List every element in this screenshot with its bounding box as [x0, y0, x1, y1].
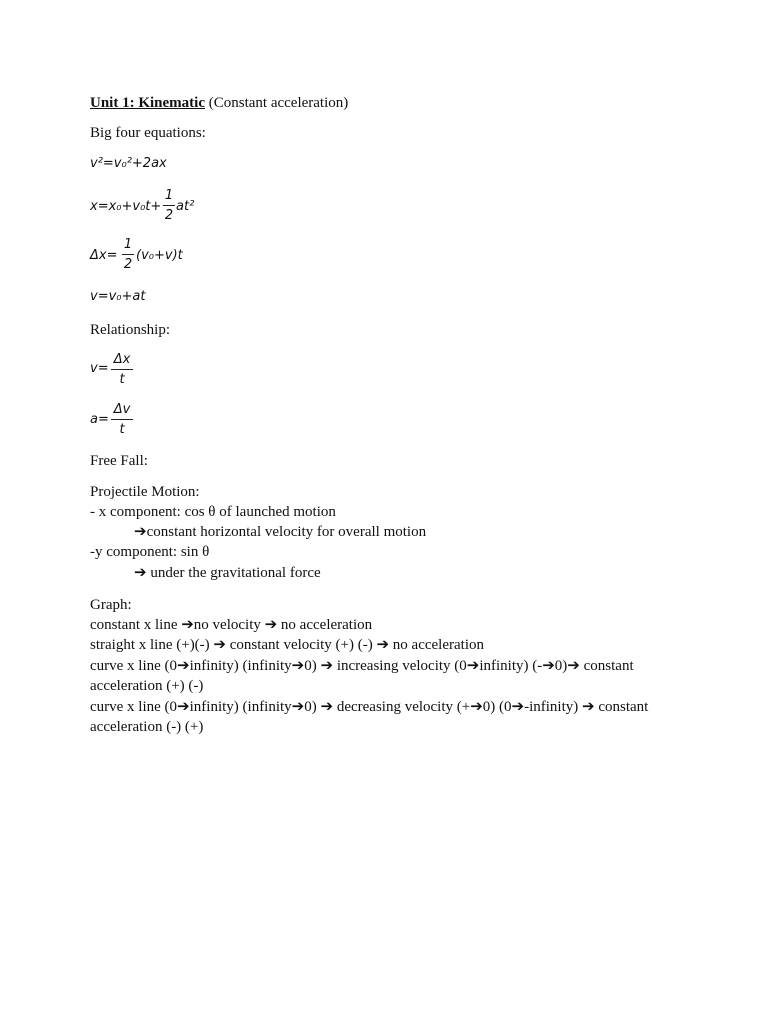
equation-3-denominator: 2 [123, 257, 133, 272]
equation-2-numerator: 1 [164, 188, 174, 203]
projectile-x-result: ➔constant horizontal velocity for overall motion [134, 524, 427, 540]
relationship-1-left: v= [90, 361, 109, 376]
equation-2-left: x=x₀+v₀t+ [90, 199, 162, 214]
unit-heading [90, 94, 348, 112]
equation-3-numerator: 1 [123, 237, 133, 252]
equation-2-right: at² [176, 199, 195, 214]
unit-heading-rest: (Constant acceleration) [204, 95, 349, 111]
equation-2-denominator: 2 [164, 208, 174, 223]
graph-line: curve x line (0➔infinity) (infinity➔0) ➔ increasing velocity (0➔infinity) (-➔0)➔ constant [90, 658, 634, 674]
equation-1: v²=v₀²+2ax [90, 156, 167, 171]
projectile-y-component: -y component: sin θ [90, 544, 210, 560]
projectile-y-result: ➔ under the gravitational force [134, 565, 321, 581]
relationship-2-left: a= [90, 412, 109, 427]
graph-label: Graph: [90, 597, 132, 613]
equation-3-fraction-bar [122, 254, 134, 255]
relationship-2-fraction-bar [111, 419, 133, 420]
equation-4: v=v₀+at [90, 289, 146, 304]
relationship-2-denominator: t [119, 422, 125, 437]
free-fall-label: Free Fall: [90, 453, 148, 469]
projectile-label: Projectile Motion: [90, 484, 200, 500]
equation-3-right: (v₀+v)t [136, 248, 183, 263]
graph-line: curve x line (0➔infinity) (infinity➔0) ➔ decreasing velocity (+➔0) (0➔-infinity) ➔ constant [90, 699, 649, 715]
equation-2-fraction-bar [163, 205, 175, 206]
graph-line: acceleration (-) (+) [90, 719, 204, 735]
projectile-x-component: - x component: cos θ of launched motion [90, 504, 336, 520]
relationship-label: Relationship: [90, 322, 170, 338]
relationship-1-fraction-bar [111, 369, 133, 370]
relationship-1-numerator: Δx [113, 352, 131, 367]
graph-line: acceleration (+) (-) [90, 678, 204, 694]
big-four-label: Big four equations: [90, 125, 206, 141]
unit-heading-bold: Unit 1: Kinematic [90, 95, 205, 111]
equation-3-left: Δx= [90, 248, 118, 263]
graph-line: straight x line (+)(-) ➔ constant velocity (+) (-) ➔ no acceleration [90, 637, 484, 653]
graph-line: constant x line ➔no velocity ➔ no acceleration [90, 617, 373, 633]
relationship-1-denominator: t [119, 372, 125, 387]
relationship-2-numerator: Δv [113, 402, 131, 417]
